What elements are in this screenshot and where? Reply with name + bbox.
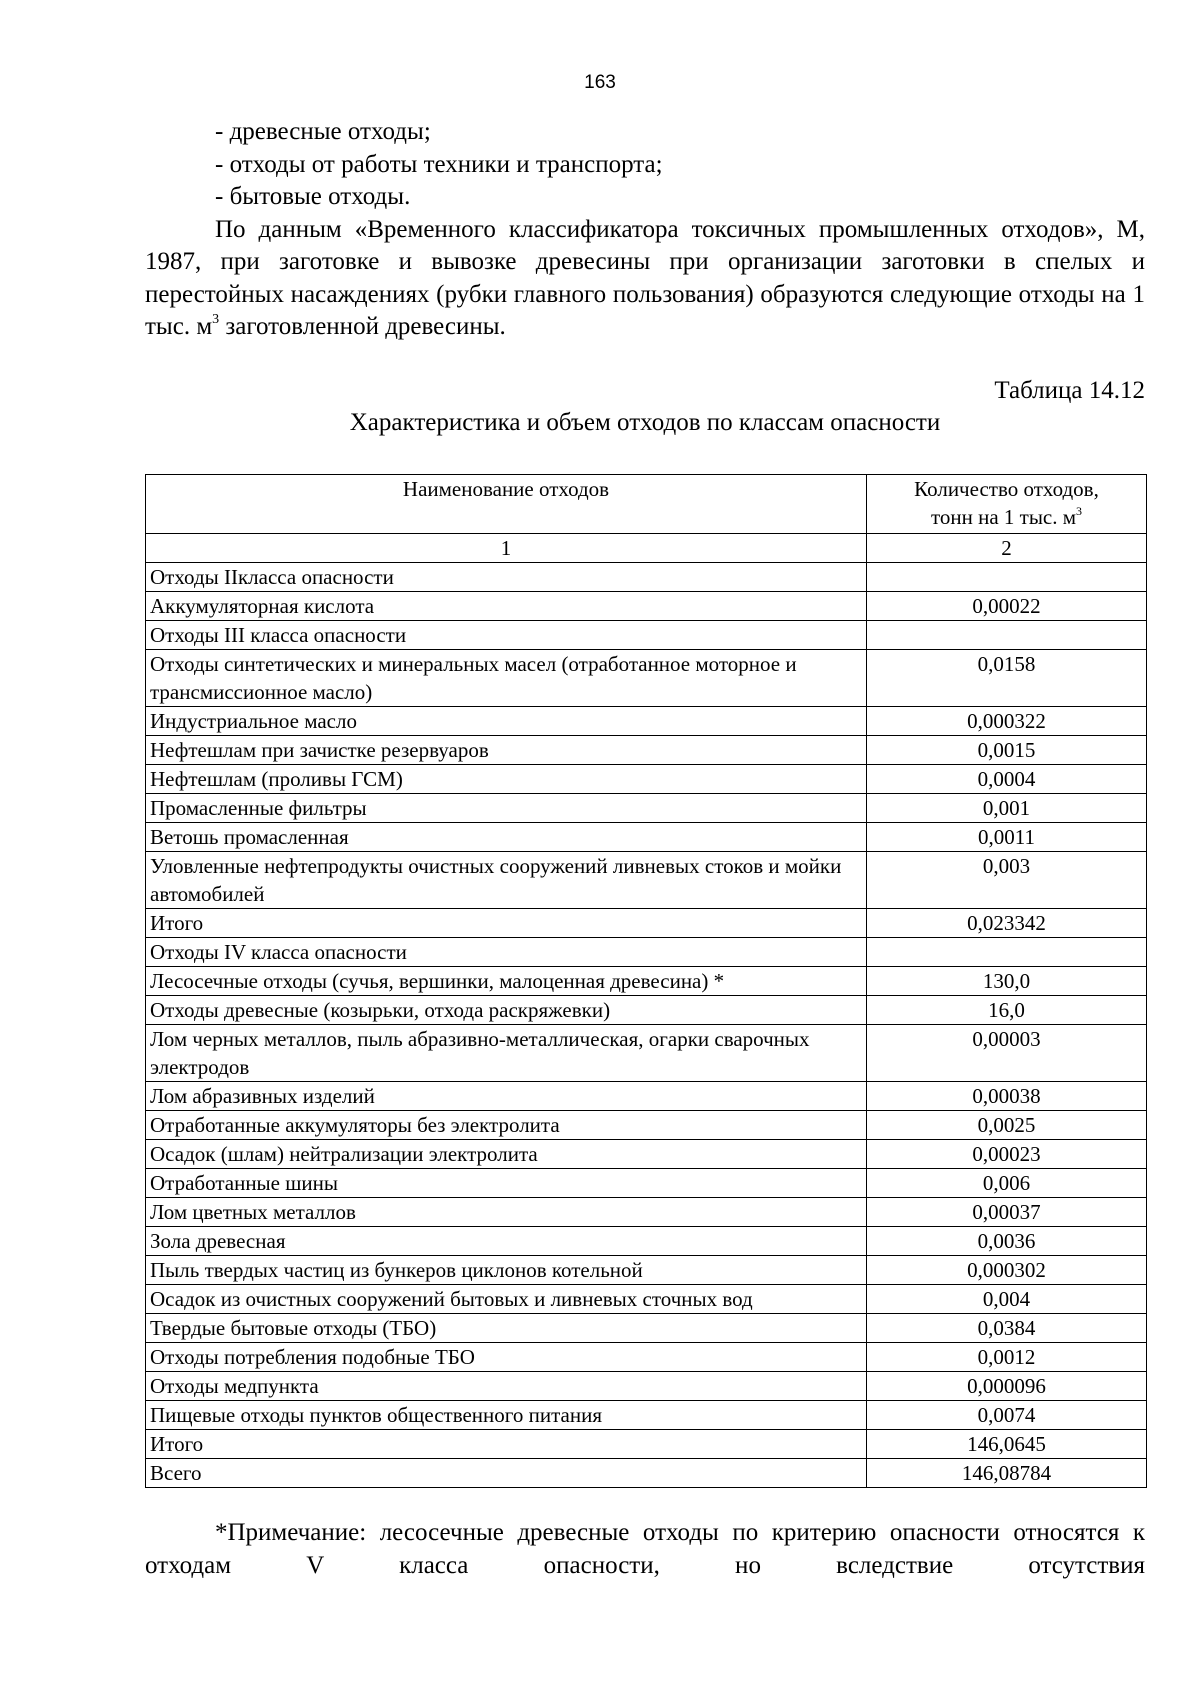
paragraph [145, 214, 1145, 344]
waste-amount-cell: 0,0004 [867, 765, 1147, 794]
waste-amount-cell: 130,0 [867, 967, 1147, 996]
waste-amount-cell: 0,003 [867, 852, 1147, 909]
table-row [146, 1430, 1147, 1459]
waste-amount-cell: 0,001 [867, 794, 1147, 823]
waste-name-cell: Осадок (шлам) нейтрализации электролита [146, 1140, 867, 1169]
waste-name-cell: Отходы IV класса опасности [146, 938, 867, 967]
waste-name-cell: Лом абразивных изделий [146, 1082, 867, 1111]
table-row [146, 1256, 1147, 1285]
table-row [146, 1285, 1147, 1314]
waste-name-cell: Твердые бытовые отходы (ТБО) [146, 1314, 867, 1343]
table-row [146, 592, 1147, 621]
waste-name-cell: Пищевые отходы пунктов общественного питания [146, 1401, 867, 1430]
header-waste-amount [867, 475, 1147, 534]
table-title: Характеристика и объем отходов по классам опасности [349, 409, 941, 436]
waste-amount-cell: 0,000322 [867, 707, 1147, 736]
waste-name-cell: Отходы древесные (козырьки, отхода раскряжевки) [146, 996, 867, 1025]
waste-amount-cell: 0,000096 [867, 1372, 1147, 1401]
table-row [146, 967, 1147, 996]
waste-name-cell: Лесосечные отходы (сучья, вершинки, малоценная древесина) * [146, 967, 867, 996]
table-row [146, 707, 1147, 736]
table-number: Таблица 14.12 [994, 377, 1145, 404]
waste-name-cell: Зола древесная [146, 1227, 867, 1256]
waste-name-cell: Промасленные фильтры [146, 794, 867, 823]
waste-amount-cell: 0,00023 [867, 1140, 1147, 1169]
table-row [146, 1169, 1147, 1198]
table-row [146, 909, 1147, 938]
waste-name-cell: Нефтешлам (проливы ГСМ) [146, 765, 867, 794]
waste-amount-cell: 0,00037 [867, 1198, 1147, 1227]
table-row [146, 1111, 1147, 1140]
waste-amount-cell: 0,000302 [867, 1256, 1147, 1285]
header-amount-line2: тонн на 1 тыс. м [930, 505, 1077, 529]
waste-amount-cell: 0,0015 [867, 736, 1147, 765]
table-body [146, 475, 1147, 1488]
waste-amount-cell: 0,0025 [867, 1111, 1147, 1140]
waste-name-cell: Уловленные нефтепродукты очистных сооружений ливневых стоков и мойки автомобилей [146, 852, 867, 909]
waste-amount-cell: 146,08784 [867, 1459, 1147, 1488]
header-waste-name: Наименование отходов [146, 475, 867, 534]
superscript: 3 [212, 312, 220, 327]
waste-amount-cell: 0,0012 [867, 1343, 1147, 1372]
waste-name-cell: Отработанные шины [146, 1169, 867, 1198]
waste-name-cell: Итого [146, 1430, 867, 1459]
header-superscript: 3 [1076, 504, 1083, 518]
waste-name-cell: Нефтешлам при зачистке резервуаров [146, 736, 867, 765]
waste-amount-cell: 146,0645 [867, 1430, 1147, 1459]
table-row [146, 621, 1147, 650]
table-row [146, 996, 1147, 1025]
table-row [146, 938, 1147, 967]
waste-amount-cell: 0,00038 [867, 1082, 1147, 1111]
table-row [146, 650, 1147, 707]
table-row [146, 563, 1147, 592]
table-row [146, 1198, 1147, 1227]
table-row [146, 1082, 1147, 1111]
waste-amount-cell: 0,006 [867, 1169, 1147, 1198]
table-row [146, 1140, 1147, 1169]
waste-amount-cell: 0,0011 [867, 823, 1147, 852]
waste-amount-cell [867, 938, 1147, 967]
table-row [146, 1372, 1147, 1401]
page-number: 163 [584, 72, 616, 93]
table-header-row [146, 475, 1147, 534]
table-row [146, 1025, 1147, 1082]
waste-amount-cell: 0,00022 [867, 592, 1147, 621]
column-number: 1 [146, 534, 867, 563]
waste-amount-cell: 0,0384 [867, 1314, 1147, 1343]
column-number-row [146, 534, 1147, 563]
waste-amount-cell: 0,023342 [867, 909, 1147, 938]
body-text [145, 116, 1145, 344]
waste-name-cell: Отходы медпункта [146, 1372, 867, 1401]
waste-name-cell: Отработанные аккумуляторы без электролита [146, 1111, 867, 1140]
waste-name-cell: Отходы III класса опасности [146, 621, 867, 650]
table-row [146, 765, 1147, 794]
waste-amount-cell: 0,0158 [867, 650, 1147, 707]
waste-amount-cell [867, 563, 1147, 592]
waste-amount-cell: 0,00003 [867, 1025, 1147, 1082]
waste-name-cell: Отходы синтетических и минеральных масел (отработанное моторное и трансмиссионное масло) [146, 650, 867, 707]
waste-table [145, 474, 1147, 1488]
paragraph-text: По данным «Временного классификатора токсичных промышленных отходов», М, 1987, при заготовке и вывозке древесины при организации заготовки в спелых и перестойных насаждениях (рубки главного пользования) образуются следующие отходы на 1 тыс. м [145, 215, 1145, 340]
table-row [146, 852, 1147, 909]
table-row [146, 1343, 1147, 1372]
waste-name-cell: Отходы потребления подобные ТБО [146, 1343, 867, 1372]
paragraph-text-end: заготовленной древесины. [219, 313, 506, 340]
waste-name-cell: Итого [146, 909, 867, 938]
waste-name-cell: Осадок из очистных сооружений бытовых и ливневых сточных вод [146, 1285, 867, 1314]
list-item: - отходы от работы техники и транспорта; [215, 150, 663, 178]
table-row [146, 823, 1147, 852]
list-item: - бытовые отходы. [215, 183, 411, 210]
waste-amount-cell [867, 621, 1147, 650]
column-number: 2 [867, 534, 1147, 563]
table-row [146, 736, 1147, 765]
waste-name-cell: Аккумуляторная кислота [146, 592, 867, 621]
waste-amount-cell: 16,0 [867, 996, 1147, 1025]
table-row [146, 1227, 1147, 1256]
table-row [146, 794, 1147, 823]
table-row [146, 1314, 1147, 1343]
waste-name-cell: Пыль твердых частиц из бункеров циклонов котельной [146, 1256, 867, 1285]
waste-amount-cell: 0,0074 [867, 1401, 1147, 1430]
waste-amount-cell: 0,004 [867, 1285, 1147, 1314]
list-item: - древесные отходы; [215, 118, 431, 145]
table-row [146, 1459, 1147, 1488]
waste-name-cell: Индустриальное масло [146, 707, 867, 736]
waste-name-cell: Лом цветных металлов [146, 1198, 867, 1227]
waste-name-cell: Лом черных металлов, пыль абразивно-металлическая, огарки сварочных электродов [146, 1025, 867, 1082]
footnote: *Примечание: лесосечные древесные отходы по критерию опасности относятся к отходам V класса опасности, но вследствие отсутствия [145, 1519, 1145, 1579]
waste-name-cell: Отходы IIкласса опасности [146, 563, 867, 592]
waste-name-cell: Ветошь промасленная [146, 823, 867, 852]
table-row [146, 1401, 1147, 1430]
waste-name-cell: Всего [146, 1459, 867, 1488]
waste-amount-cell: 0,0036 [867, 1227, 1147, 1256]
header-amount-line1: Количество отходов, [914, 477, 1099, 501]
